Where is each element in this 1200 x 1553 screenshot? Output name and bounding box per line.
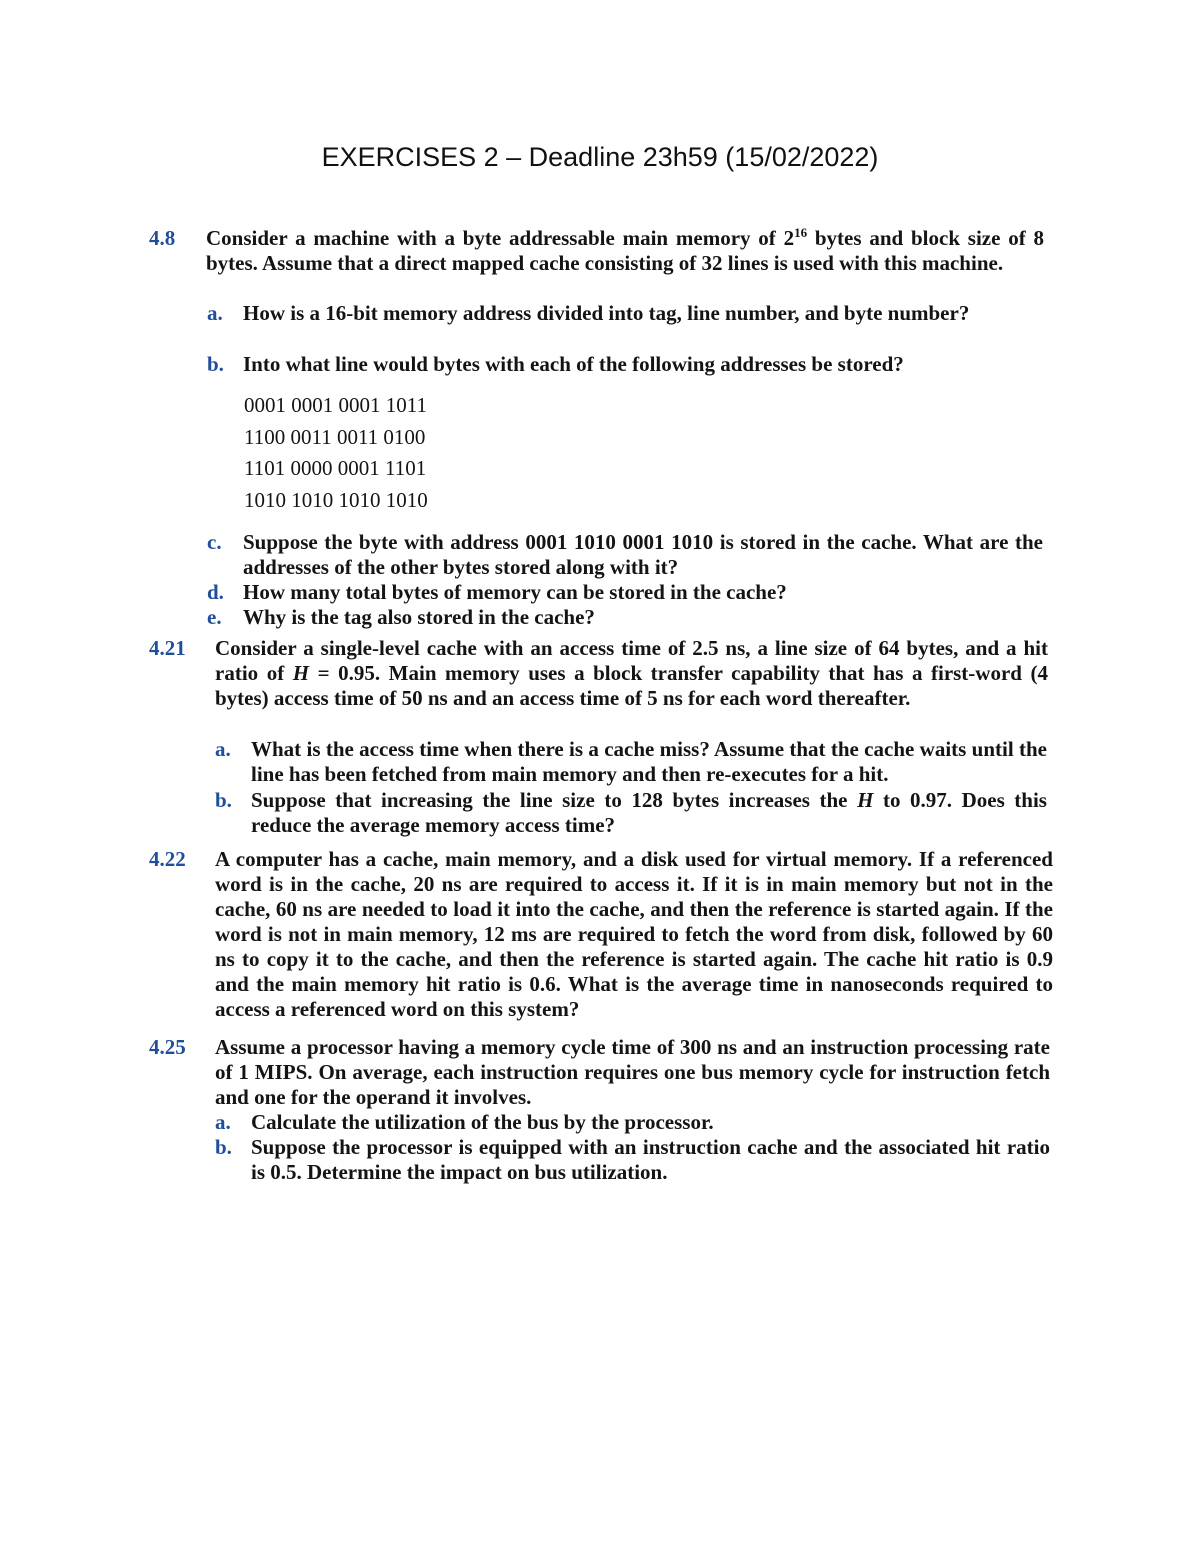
exercise-4-21-stem xyxy=(215,636,1048,711)
part-label: a. xyxy=(215,737,231,761)
part-label: e. xyxy=(207,605,222,629)
exercise-4-21-part-b xyxy=(215,788,1047,838)
exercise-4-21-stem-post: = 0.95. Main memory uses a block transfer capability that has a first-word (4 bytes) access time of 50 ns and an access time of 5 ns for each word thereafter. xyxy=(215,661,1048,710)
exercise-4-8-stem-pre: Consider a machine with a byte addressable main memory of 2 xyxy=(206,226,795,250)
part-label: c. xyxy=(207,530,222,554)
part-text: Suppose the processor is equipped with an instruction cache and the associated hit ratio is 0.5. Determine the impact on bus utilization. xyxy=(251,1135,1050,1184)
address-item: 1010 1010 1010 1010 xyxy=(244,487,428,512)
part-label: a. xyxy=(207,301,223,325)
exercise-4-21-part-a xyxy=(215,737,1047,787)
exercise-4-21-stem-var: H xyxy=(292,661,310,685)
exercise-4-8-part-b xyxy=(207,352,1043,377)
part-label: b. xyxy=(215,1135,232,1159)
exercise-4-22-stem: A computer has a cache, main memory, and a disk used for virtual memory. If a referenced word is in the cache, 20 ns are required to access it. If it is in main memory but not in the cache, 60 ns are needed to load it into the cache, and then the reference is started again. If the word is not in main memory, 12 ms are required to fetch the word from disk, followed by 60 ns to copy it to the cache, and then the reference is started again. The cache hit ratio is 0.9 and the main memory hit ratio is 0.6. What is the average time in nanoseconds required to access a referenced word on this system? xyxy=(215,847,1053,1021)
exercise-4-25-part-b xyxy=(215,1135,1050,1185)
exercise-number-4-8: 4.8 xyxy=(149,226,176,250)
part-text: What is the access time when there is a cache miss? Assume that the cache waits until the line has been fetched from main memory and then re-executes for a hit. xyxy=(251,737,1047,786)
part-text-pre: Suppose that increasing the line size to 128 bytes increases the xyxy=(251,788,858,812)
address-item: 1100 0011 0011 0100 xyxy=(244,424,426,449)
part-label: b. xyxy=(207,352,224,376)
address-item: 0001 0001 0001 1011 xyxy=(244,393,427,417)
part-text: Calculate the utilization of the bus by the processor. xyxy=(251,1110,714,1134)
exercise-4-8-part-e xyxy=(207,605,1043,630)
exercise-4-8-part-d xyxy=(207,580,1043,605)
exercise-4-25-stem: Assume a processor having a memory cycle time of 300 ns and an instruction processing rate of 1 MIPS. On average, each instruction requires one bus memory cycle for instruction fetch and one for the operand it involves. xyxy=(215,1035,1050,1109)
exercise-4-8-stem xyxy=(206,226,1044,276)
exercise-4-8-part-a xyxy=(207,301,1043,326)
part-text: Why is the tag also stored in the cache? xyxy=(243,605,595,629)
part-text: How is a 16-bit memory address divided into tag, line number, and byte number? xyxy=(243,301,970,325)
exercise-4-25-part-a xyxy=(215,1110,1050,1135)
part-text: How many total bytes of memory can be stored in the cache? xyxy=(243,580,787,604)
part-text-post: to 0.97. Does this reduce the average memory access time? xyxy=(251,788,1047,837)
part-text-var: H xyxy=(857,788,874,812)
part-text: Suppose the byte with address 0001 1010 0001 1010 is stored in the cache. What are the addresses of the other bytes stored along with it? xyxy=(243,530,1043,579)
exercise-number-4-21: 4.21 xyxy=(149,636,186,660)
part-text: Into what line would bytes with each of the following addresses be stored? xyxy=(243,352,904,376)
part-label: d. xyxy=(207,580,224,604)
address-item: 1101 0000 0001 1101 xyxy=(244,456,427,480)
page-title: EXERCISES 2 – Deadline 23h59 (15/02/2022) xyxy=(321,142,879,172)
part-label: a. xyxy=(215,1110,231,1134)
exercise-4-8-stem-exponent: 16 xyxy=(794,225,808,240)
part-label: b. xyxy=(215,788,232,812)
exercise-number-4-22: 4.22 xyxy=(149,847,186,871)
exercise-4-21-stem-pre: Consider a single-level cache with an access time of 2.5 ns, a line size of 64 bytes, and a hit ratio of xyxy=(215,636,1048,685)
exercise-number-4-25: 4.25 xyxy=(149,1035,186,1059)
address-list xyxy=(244,390,428,516)
exercise-4-8-stem-post: bytes and block size of 8 bytes. Assume that a direct mapped cache consisting of 32 lines is used with this machine. xyxy=(206,226,1044,275)
exercise-4-8-part-c xyxy=(207,530,1043,580)
